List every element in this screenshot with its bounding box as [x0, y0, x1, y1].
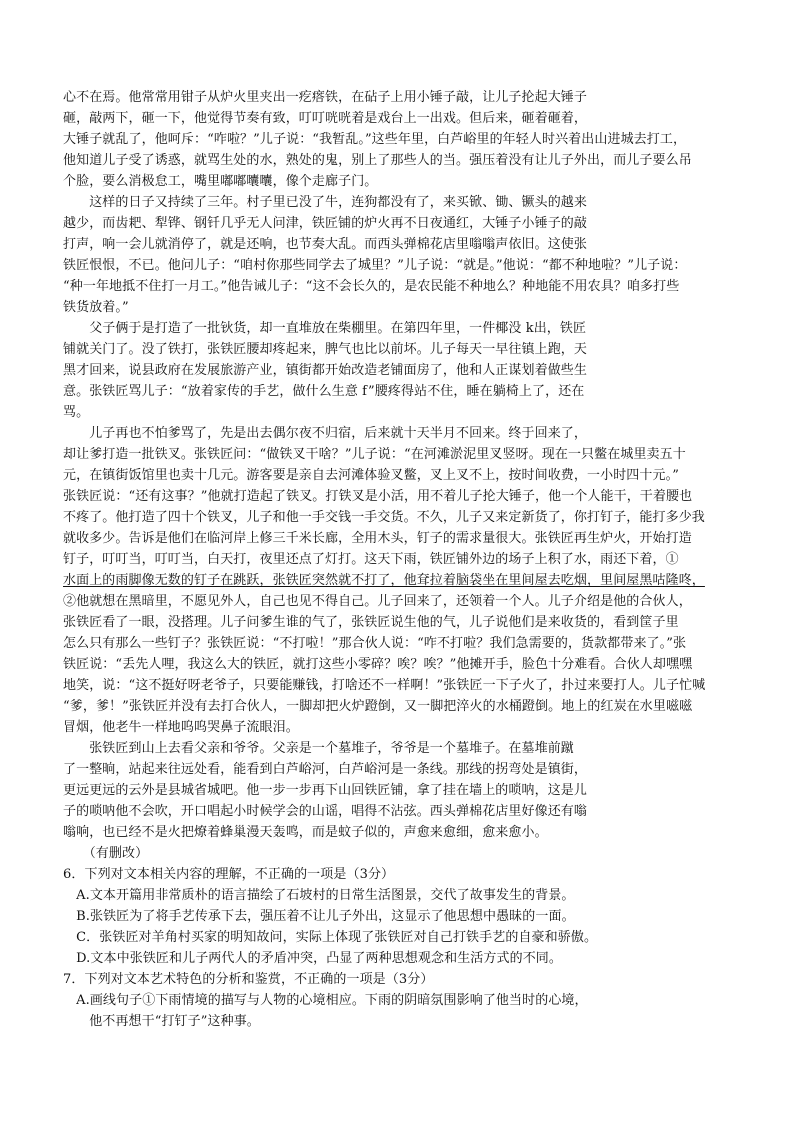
- text-line: “种一年地抵不住打一月工。”他告诫儿子：“这不会长久的，是农民能不种地么？种地能不用农具？咱多打些: [63, 279, 680, 294]
- option-7a-cont: 他不再想干“打钉子”这种事。: [63, 1014, 260, 1029]
- text-line: 钉子，叮叮当，叮叮当，白天打，夜里还点了灯打。这天下雨，铁匠铺外边的场子上积了水，雨还下着，①: [63, 552, 679, 567]
- text-line: 不疼了。他打造了四十个铁叉，儿子和他一手交钱一手交货。不久，儿子又来定新货了，你打钉子，能打多少我: [63, 510, 705, 525]
- option-7a: A.画线句子①下雨情境的描写与人物的心境相应。下雨的阴暗氛围影响了他当时的心境，: [63, 993, 588, 1008]
- option-6c: C．张铁匠对羊角村买家的明知故问，实际上体现了张铁匠对自己打铁手艺的自豪和骄傲。: [63, 930, 598, 945]
- text-line: 子的唢呐他不会吹，开口唱起小时候学会的山谣，唱得不沾弦。西头弹棉花店里好像还有嗡: [63, 804, 588, 819]
- text-line: 砸，敲两下，砸一下，他觉得节奏有致，叮叮咣咣着是戏台上一出戏。但后来，砸着砸着，: [63, 111, 588, 126]
- text-line: 父子俩于是打造了一批钬货，却一直堆放在柴棚里。在第四年里，一件椰没 k出，铁匠: [63, 321, 587, 336]
- text-line: 铁匠恨恨，不已。他问儿子：“咱村你那些同学去了城里？”儿子说：“就是。”他说：“都不种地啦？”儿子说：: [63, 258, 687, 273]
- option-6a: A.文本开篇用非常质朴的语言描绘了石坡村的日常生活图景，交代了故事发生的背景。: [63, 888, 575, 903]
- text-line: 意。张铁匠骂儿子：“放着家传的手艺，做什么生意 f”腰疼得站不住，睡在躺椅上了，还在: [63, 384, 585, 399]
- text-line: 更远更远的云外是县城省城吧。他一步一步再下山回铁匠铺，拿了挂在墙上的唢呐，这是儿: [63, 783, 588, 798]
- source-note: （有删改）: [63, 846, 149, 861]
- text-line: 个脸，要么消极怠工，嘴里嘟嘟囔囔，像个走廊子门。: [63, 174, 378, 189]
- text-line: 冒烟，他老牛一样地呜呜哭鼻子流眼泪。: [63, 720, 299, 735]
- text-line: 铁货放着。”: [63, 300, 129, 315]
- option-6b: B.张铁匠为了将手艺传承下去，强压着不让儿子外出，这显示了他思想中愚昧的一面。: [63, 909, 575, 924]
- text-line: 嗡响，也已经不是火把燎着蜂巢漫天轰鸣，而是蚊子似的，声愈来愈细，愈来愈小。: [63, 825, 548, 840]
- text-line: 骂。: [63, 405, 90, 420]
- text-line: 地笑，说：“这不挺好呀老爷子，只要能赚钱，打啥还不一样啊！”张铁匠一下子火了，扑过来要打人。儿子忙喊: [63, 678, 706, 693]
- text-line: 他知道儿子受了诱惑，就骂生处的水，熟处的鬼，别上了那些人的当。强压着没有让儿子外出，而儿子要么吊: [63, 153, 692, 168]
- question-6-stem: 6．下列对文本相关内容的理解，不正确的一项是（3分）: [63, 867, 395, 882]
- text-line: 却让爹打造一批铁叉。张铁匠问：“做铁叉干啥？”儿子说：“在河滩淤泥里叉竖呀。现在一只鳖在城里卖五十: [63, 447, 686, 462]
- text-line: 这样的日子又持续了三年。村子里已没了牛，连狗都没有了，来买锨、锄、镢头的越来: [63, 195, 588, 210]
- text-line: 元，在镇街饭馆里也卖十几元。游客要是亲自去河滩体验叉鳖，叉上叉不上，按时间收费，一小时四十元。”: [63, 468, 679, 483]
- underlined-sentence-1: 水面上的雨脚像无数的钉子在跳跃，张铁匠突然就不打了，他耷拉着脑袋坐在里间屋去吃烟，里间屋黑咕隆咚，: [63, 573, 705, 588]
- text-line: 张铁匠说：“还有这事？”他就打造起了铁叉。打铁叉是小活，用不着儿子抡大锤子，他一个人能干，干着腰也: [63, 489, 693, 504]
- text-line: 黑才回来，说县政府在发展旅游产业，镇街都开始改造老铺面房了，他和人正谋划着做些生: [63, 363, 588, 378]
- text-line: 张铁匠到山上去看父亲和爷爷。父亲是一个墓堆子，爷爷是一个墓堆子。在墓堆前蹴: [63, 741, 574, 756]
- text-line: 心不在焉。他常常用钳子从炉火里夹出一疙瘩铁，在砧子上用小锤子敲，让儿子抡起大锤子: [63, 90, 588, 105]
- text-line: 了一整晌，站起来往远处看，能看到白芦峪河，白芦峪河是一条线。那线的拐弯处是镇街，: [63, 762, 588, 777]
- option-6d: D.文本中张铁匠和儿子两代人的矛盾冲突，凸显了两种思想观念和生活方式的不同。: [63, 951, 562, 966]
- text-line: 儿子再也不怕爹骂了，先是出去偶尔夜不归宿，后来就十天半月不回来。终于回来了，: [63, 426, 588, 441]
- text-line: “爹，爹！”张铁匠并没有去打合伙人，一脚却把火炉蹬倒，又一脚把淬火的水桶蹬倒。地上的红炭在水里嗞嗞: [63, 699, 693, 714]
- text-line: 越少，而齿耙、犁铧、钢钎几乎无人问津，铁匠铺的炉火再不日夜通红，大锤子小锤子的敲: [63, 216, 588, 231]
- text-line: ②他就想在黑暗里，不愿见外人，自己也见不得自己。儿子回来了，还领着一个人。儿子介绍是他的合伙人，: [63, 594, 692, 609]
- text-line: 大锤子就乱了，他呵斥：“咋啦？”儿子说：“我暂乱。”这些年里，白芦峪里的年轻人时兴着出山进城去打工，: [63, 132, 687, 147]
- text-line: 铺就关门了。没了铁打，张铁匠腰却疼起来，脾气也比以前坏。儿子每天一早往镇上跑，天: [63, 342, 588, 357]
- text-line: 张铁匠看了一眼，没搭理。儿子问爹生谁的气了，张铁匠说生他的气，儿子说他们是来收货的，看到筐子里: [63, 615, 679, 630]
- text-line: 就收多少。告诉是他们在临河岸上修三千米长廊，全用木头，钉子的需求量很大。张铁匠再生炉火，开始打造: [63, 531, 692, 546]
- text-line: 怎么只有那么一些钉子？张铁匠说：“不打啦！”那合伙人说：“咋不打啦？我们急需要的，货款都带来了。”张: [63, 636, 687, 651]
- question-7-stem: 7．下列对文本艺术特色的分析和鉴赏，不正确的一项是（3分）: [63, 972, 434, 987]
- text-line: 打声，响一会儿就消停了，就是还响，也节奏大乱。而西头弹棉花店里嗡嗡声依旧。这使张: [63, 237, 588, 252]
- text-line: 铁匠说：“丢先人哩，我这么大的铁匠，就打这些小零碎？唉？唉？”他摊开手，脸色十分难看。合伙人却嘿嘿: [63, 657, 693, 672]
